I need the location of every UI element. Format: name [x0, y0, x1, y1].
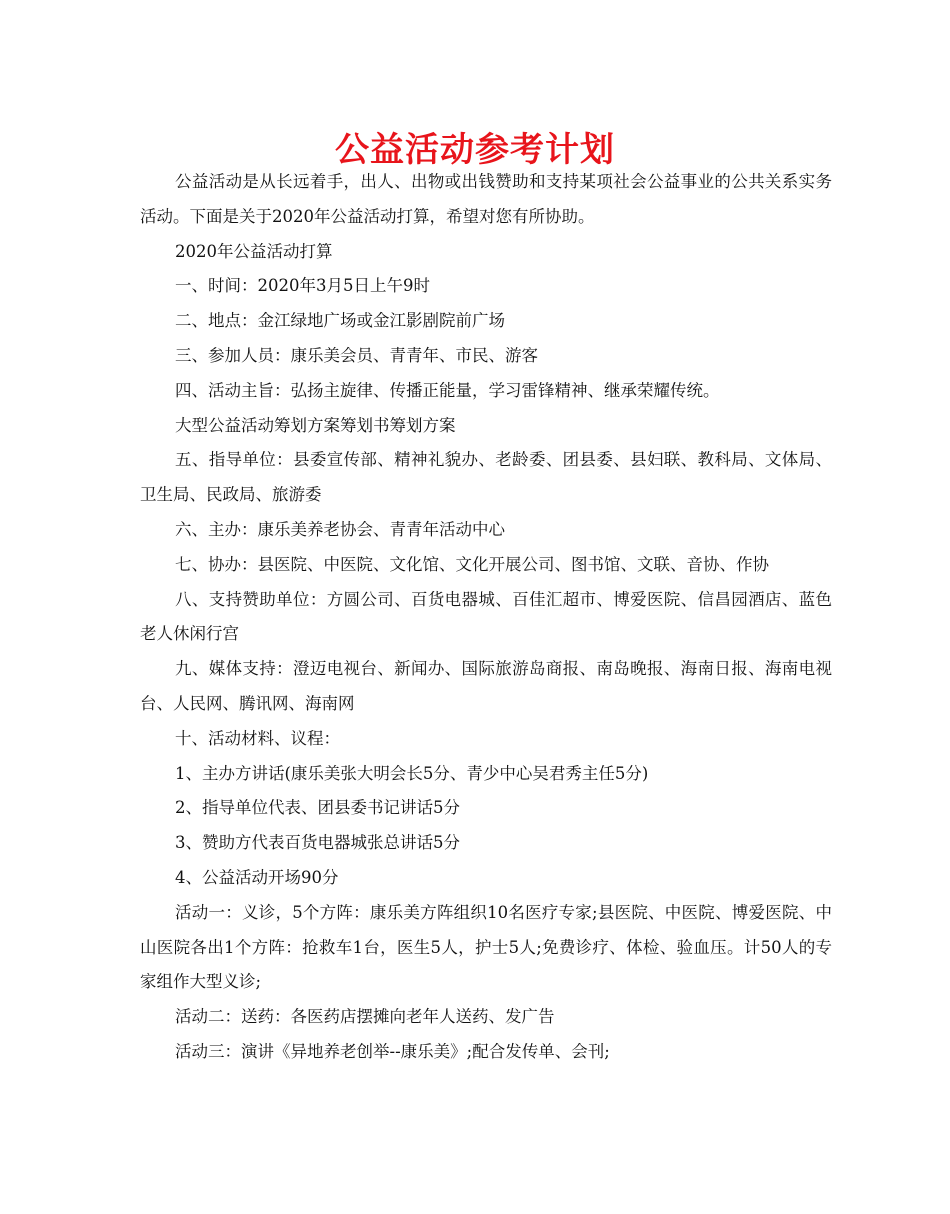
paragraph-co-organizer: 七、协办：县医院、中医院、文化馆、文化开展公司、图书馆、文联、音协、作协 [175, 554, 769, 574]
paragraph-agenda-item-3: 3、赞助方代表百货电器城张总讲话5分 [175, 833, 460, 853]
paragraph-participants: 三、参加人员：康乐美会员、青青年、市民、游客 [175, 345, 538, 365]
paragraph-purpose: 四、活动主旨：弘扬主旋律、传播正能量，学习雷锋精神、继承荣耀传统。 [175, 380, 720, 400]
paragraph-activity-2: 活动二：送药：各医药店摆摊向老年人送药、发广告 [175, 1007, 555, 1027]
paragraph-agenda-item-1: 1、主办方讲话(康乐美张大明会长5分、青少中心吴君秀主任5分) [175, 763, 649, 783]
paragraph-agenda-item-4: 4、公益活动开场90分 [175, 867, 339, 887]
paragraph-organizer: 六、主办：康乐美养老协会、青青年活动中心 [175, 519, 505, 539]
paragraph-intro: 公益活动是从长远着手，出人、出物或出钱赞助和支持某项社会公益事业的公共关系实务活动。下面是关于2020年公益活动打算，希望对您有所协助。 [140, 172, 832, 226]
paragraph-sponsors: 八、支持赞助单位：方圆公司、百货电器城、百佳汇超市、博爱医院、信昌园酒店、蓝色老人休闲行宫 [140, 589, 832, 644]
paragraph-location: 二、地点：金江绿地广场或金江影剧院前广场 [175, 311, 505, 331]
paragraph-plan-note: 大型公益活动筹划方案筹划书筹划方案 [175, 415, 456, 435]
document-title: 公益活动参考计划 [335, 130, 615, 170]
paragraph-media: 九、媒体支持：澄迈电视台、新闻办、国际旅游岛商报、南岛晚报、海南日报、海南电视台、人民网、腾讯网、海南网 [140, 659, 832, 713]
paragraph-activity-3: 活动三：演讲《异地养老创举--康乐美》;配合发传单、会刊; [175, 1041, 610, 1061]
paragraph-time: 一、时间：2020年3月5日上午9时 [175, 276, 430, 296]
paragraph-agenda-heading: 十、活动材料、议程： [175, 728, 340, 748]
paragraph-guidance-units: 五、指导单位：县委宣传部、精神礼貌办、老龄委、团县委、县妇联、教科局、文体局、卫生局、民政局、旅游委 [140, 450, 832, 505]
document-body [140, 165, 832, 1070]
paragraph-plan-heading: 2020年公益活动打算 [175, 241, 333, 261]
paragraph-activity-1: 活动一：义诊，5个方阵：康乐美方阵组织10名医疗专家;县医院、中医院、博爱医院、中山医院各出1个方阵：抢救车1台，医生5人，护士5人;免费诊疗、体检、验血压。计50人的专家组作大型义诊; [140, 902, 832, 992]
paragraph-agenda-item-2: 2、指导单位代表、团县委书记讲话5分 [175, 798, 460, 818]
